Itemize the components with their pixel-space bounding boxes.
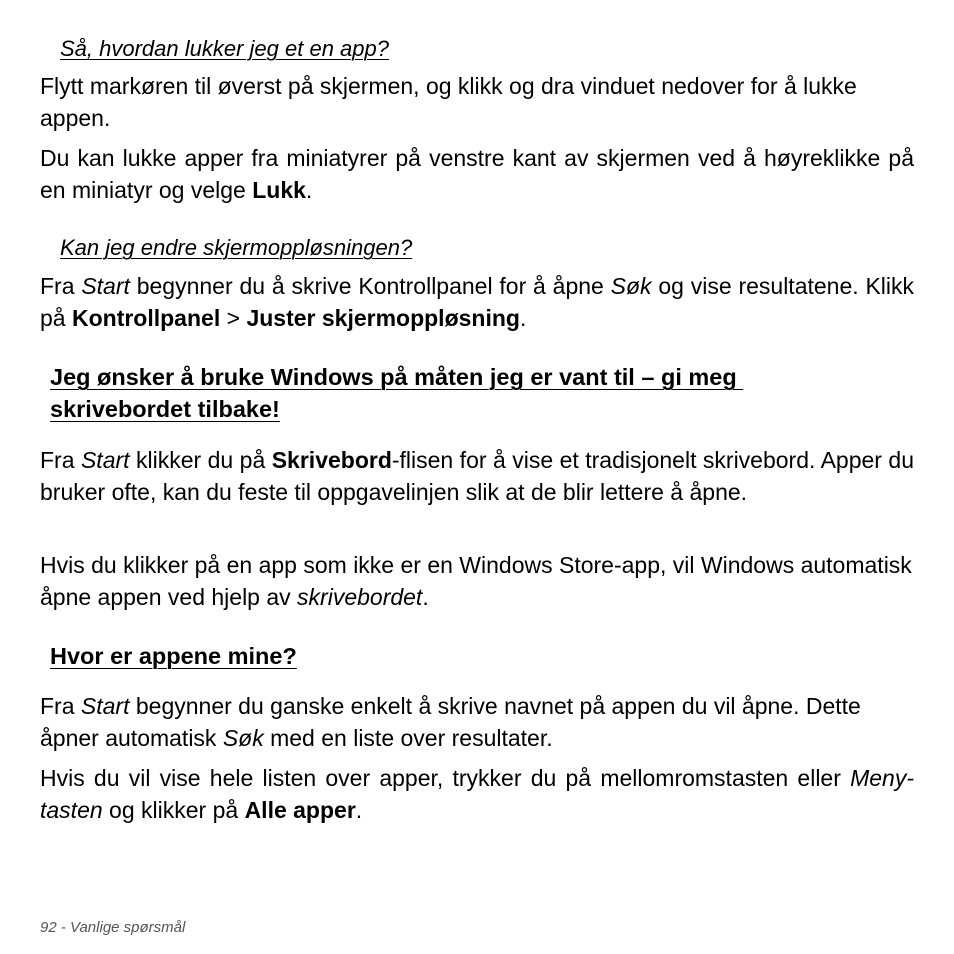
bold-term-skrivebord: Skrivebord: [271, 447, 392, 473]
paragraph-desktop-tile: Fra Start klikker du på Skrivebord-flisen for å vise et tradisjonelt skrivebord. Apper du bruker ofte, kan du feste til oppgavelinjen slik at de blir lettere å åpne.: [40, 447, 915, 505]
section-heading-desktop: Jeg ønsker å bruke Windows på måten jeg er vant til – gi meg skrivebordet tilbake!: [50, 364, 744, 422]
paragraph-close-app-drag: Flytt markøren til øverst på skjermen, og klikk og dra vinduet nedover for å lukke appen.: [40, 73, 857, 131]
question-close-app: Så, hvordan lukker jeg et en app?: [60, 36, 390, 61]
paragraph-close-app-thumbnail: Du kan lukke apper fra miniatyrer på venstre kant av skjermen ved å høyreklikke på en miniatyr og velge Lukk.: [40, 145, 914, 203]
paragraph-search-apps: Fra Start begynner du ganske enkelt å skrive navnet på appen du vil åpne. Dette åpner automatisk Søk med en liste over resultater.: [40, 693, 861, 751]
paragraph-all-apps: Hvis du vil vise hele listen over apper, trykker du på mellomromstasten eller Meny-tasten og klikker på Alle apper.: [40, 765, 914, 823]
bold-term-lukk: Lukk: [252, 177, 306, 203]
page-footer: 92 - Vanlige spørsmål: [40, 919, 186, 936]
question-screen-resolution: Kan jeg endre skjermoppløsningen?: [60, 235, 413, 260]
bold-term-juster: Juster skjermoppløsning: [246, 305, 520, 331]
paragraph-screen-resolution: Fra Start begynner du å skrive Kontrollpanel for å åpne Søk og vise resultatene. Klikk på Kontrollpanel > Juster skjermoppløsning.: [40, 273, 915, 331]
bold-term-alle-apper: Alle apper: [244, 797, 356, 823]
bold-term-kontrollpanel: Kontrollpanel: [71, 305, 221, 331]
section-heading-apps: Hvor er appene mine?: [50, 643, 297, 669]
paragraph-non-store-app: Hvis du klikker på en app som ikke er en Windows Store-app, vil Windows automatisk åpne appen ved hjelp av skrivebordet.: [40, 552, 912, 610]
